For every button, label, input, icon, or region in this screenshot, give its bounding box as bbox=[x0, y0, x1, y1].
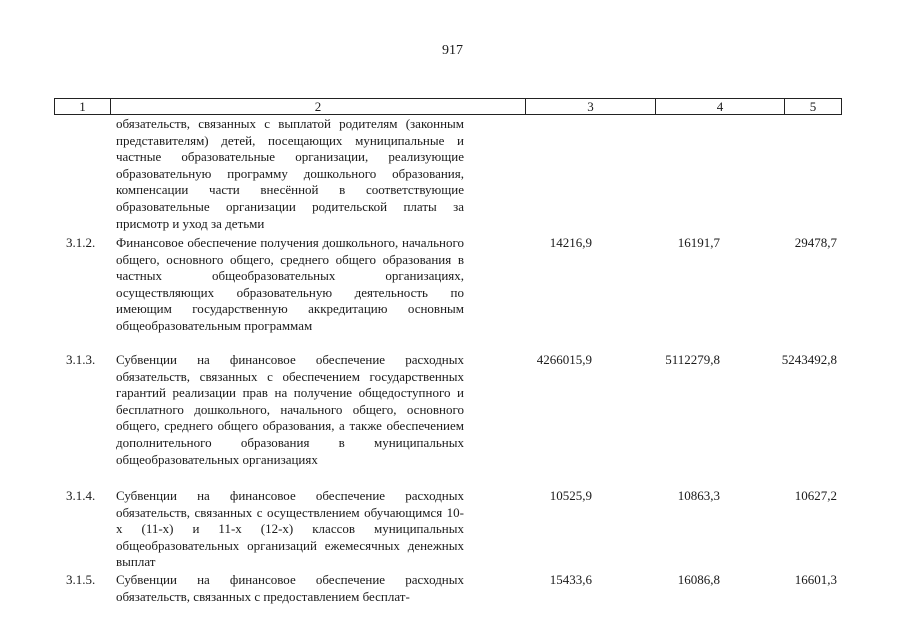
row-value-col5: 16601,3 bbox=[794, 572, 837, 587]
row-description: Субвенции на финансовое обеспечение расходных обязательств, связанных с обеспечением государственных гарантий реализации прав на получение общедоступного и бесплатного дошкольного, начального общего, основного общего, среднего общего образования, а также обеспечением дополнительного образования в муниципальных общеобразовательных организациях bbox=[116, 352, 464, 467]
row-number: 3.1.2. bbox=[66, 235, 96, 250]
row-value-col5: 29478,7 bbox=[794, 235, 837, 250]
row-description: Субвенции на финансовое обеспечение расходных обязательств, связанных с осуществлением обучающимся 10-х (11-х) и 11-х (12-х) классов муниципальных общеобразовательных организаций ежемесячных денежных выплат bbox=[116, 488, 464, 570]
row-value-col3: 14216,9 bbox=[549, 235, 592, 250]
row-value-col3: 10525,9 bbox=[549, 488, 592, 503]
row-value-col4: 5112279,8 bbox=[665, 352, 720, 367]
row-number: 3.1.5. bbox=[66, 572, 96, 587]
row-number: 3.1.3. bbox=[66, 352, 96, 367]
row-value-col4: 10863,3 bbox=[677, 488, 720, 503]
column-header-3: 3 bbox=[526, 99, 656, 114]
row-description: обязательств, связанных с выплатой родителям (законным представителям) детей, посещающих муниципальные и частные образовательные организации, реализующие образовательную программу дошкольного образования, компенсации части внесённой в соответствующие образовательные организации родительской платы за присмотр и уход за детьми bbox=[116, 116, 464, 231]
row-description: Субвенции на финансовое обеспечение расходных обязательств, связанных с предоставлением бесплат- bbox=[116, 572, 464, 604]
page-number: 917 bbox=[442, 43, 463, 58]
row-value-col5: 5243492,8 bbox=[781, 352, 837, 367]
row-value-col3: 4266015,9 bbox=[536, 352, 592, 367]
row-value-col5: 10627,2 bbox=[794, 488, 837, 503]
column-header-1: 1 bbox=[55, 99, 111, 114]
row-value-col4: 16086,8 bbox=[677, 572, 720, 587]
row-number: 3.1.4. bbox=[66, 488, 96, 503]
row-value-col4: 16191,7 bbox=[677, 235, 720, 250]
table-header bbox=[54, 98, 842, 115]
column-header-4: 4 bbox=[656, 99, 785, 114]
column-header-5: 5 bbox=[809, 99, 817, 114]
row-value-col3: 15433,6 bbox=[549, 572, 592, 587]
column-header-2: 2 bbox=[111, 99, 526, 114]
row-description: Финансовое обеспечение получения дошкольного, начального общего, основного общего, среднего общего образования в частных общеобразовательных организациях, осуществляющих образовательную деятельность по имеющим государственную аккредитацию основным общеобразовательным программам bbox=[116, 235, 464, 333]
